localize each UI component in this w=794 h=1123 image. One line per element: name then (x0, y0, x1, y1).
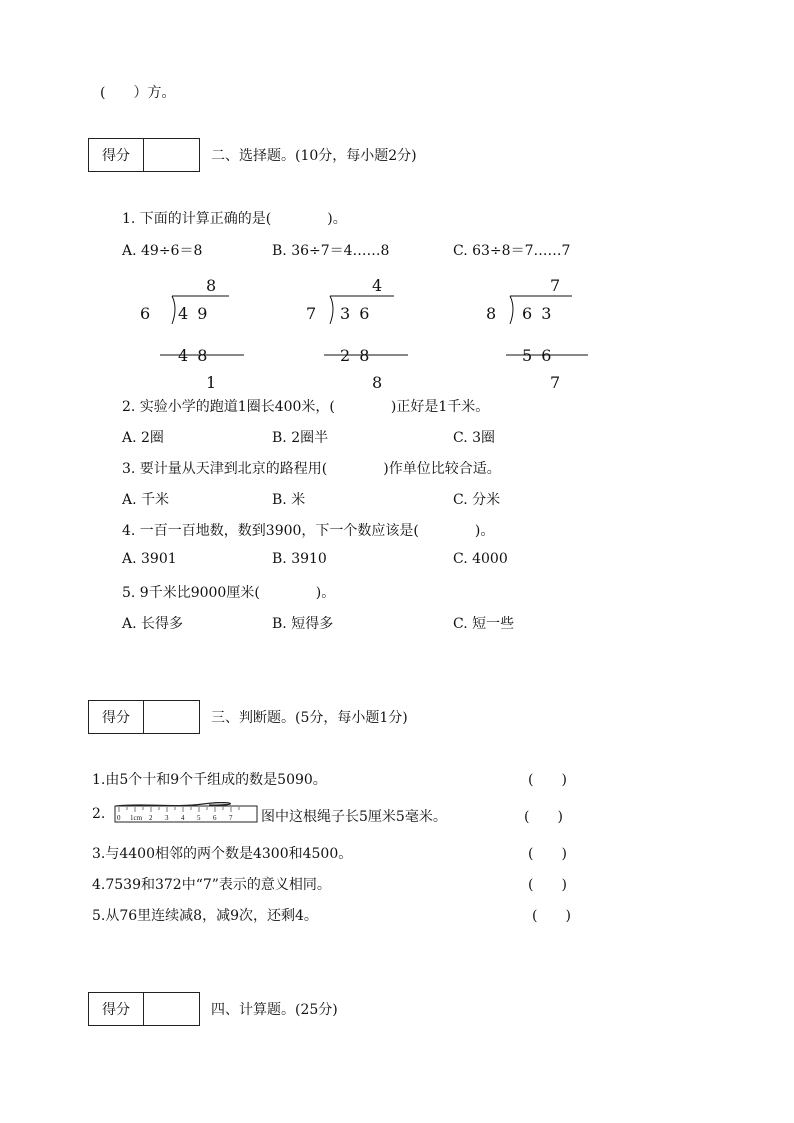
judge-item-2-prefix: 2. (92, 806, 106, 822)
judge-blank-4[interactable]: ( ) (528, 877, 567, 893)
judge-item-2: 图中这根绳子长5厘米5毫米。 (261, 809, 447, 825)
section-title-choice: 二、选择题。(10分，每小题2分) (211, 148, 417, 164)
remainder: 1 (206, 373, 217, 392)
score-label: 得分 (89, 139, 144, 171)
score-box-calc (88, 992, 200, 1026)
ruler-label: 2 (149, 814, 153, 822)
product: 5 6 (522, 346, 554, 365)
score-box-choice (88, 138, 200, 172)
score-label: 得分 (89, 701, 144, 733)
choice-question-4: 4. 一百一百地数，数到3900，下一个数应该是( )。 (122, 523, 495, 539)
choice-question-2: 2. 实验小学的跑道1圈长400米，( )正好是1千米。 (122, 399, 490, 415)
choice-option-1b[interactable]: B. 36÷7＝4……8 (272, 243, 390, 259)
choice-option-3a[interactable]: A. 千米 (122, 492, 170, 508)
choice-option-4a[interactable]: A. 3901 (122, 551, 177, 567)
dividend: 4 9 (178, 304, 210, 323)
choice-option-5b[interactable]: B. 短得多 (272, 616, 334, 632)
dividend: 6 3 (522, 304, 554, 323)
choice-option-1a[interactable]: A. 49÷6＝8 (122, 243, 203, 259)
product: 2 8 (340, 346, 372, 365)
score-blank[interactable] (144, 701, 199, 733)
judge-blank-1[interactable]: ( ) (528, 772, 567, 788)
judge-item-1: 1.由5个十和9个千组成的数是5090。 (92, 772, 327, 788)
choice-question-1: 1. 下面的计算正确的是( )。 (122, 211, 347, 227)
judge-blank-3[interactable]: ( ) (528, 846, 567, 862)
ruler-label: 0 (117, 814, 121, 822)
choice-option-3c[interactable]: C. 分米 (453, 492, 501, 508)
product: 4 8 (178, 346, 210, 365)
choice-option-2c[interactable]: C. 3圈 (453, 430, 496, 446)
judge-item-5: 5.从76里连续减8，减9次，还剩4。 (92, 908, 318, 924)
choice-option-5a[interactable]: A. 长得多 (122, 616, 184, 632)
quotient: 8 (206, 276, 217, 295)
ruler-label: 6 (213, 814, 217, 822)
long-division-3 (484, 272, 594, 392)
quotient: 7 (550, 276, 561, 295)
ruler-label: 4 (181, 814, 185, 822)
long-division-2 (300, 272, 410, 392)
quotient: 4 (372, 276, 383, 295)
long-division-1 (134, 272, 244, 392)
judge-item-3: 3.与4400相邻的两个数是4300和4500。 (92, 846, 353, 862)
judge-item-4: 4.7539和372中“7”表示的意义相同。 (92, 877, 331, 893)
divisor: 7 (306, 304, 317, 323)
score-box-judge (88, 700, 200, 734)
choice-option-1c[interactable]: C. 63÷8＝7……7 (453, 243, 571, 259)
dividend: 3 6 (340, 304, 372, 323)
judge-blank-5[interactable]: ( ) (532, 908, 571, 924)
top-fill-line: ( ）方。 (100, 85, 176, 101)
score-blank[interactable] (144, 993, 199, 1025)
ruler-label: 7 (229, 814, 233, 822)
choice-option-2a[interactable]: A. 2圈 (122, 430, 164, 446)
divisor: 6 (140, 304, 151, 323)
choice-option-4b[interactable]: B. 3910 (272, 551, 327, 567)
remainder: 7 (550, 373, 561, 392)
choice-question-3: 3. 要计量从天津到北京的路程用( )作单位比较合适。 (122, 461, 501, 477)
section-title-calc: 四、计算题。(25分) (211, 1002, 338, 1018)
judge-blank-2[interactable]: ( ) (524, 809, 563, 825)
section-title-judge: 三、判断题。(5分，每小题1分) (211, 710, 408, 726)
remainder: 8 (372, 373, 383, 392)
score-blank[interactable] (144, 139, 199, 171)
ruler-image (113, 802, 259, 826)
choice-option-2b[interactable]: B. 2圈半 (272, 430, 329, 446)
choice-option-3b[interactable]: B. 米 (272, 492, 306, 508)
choice-option-4c[interactable]: C. 4000 (453, 551, 508, 567)
ruler-label: 5 (197, 814, 201, 822)
ruler-label: 3 (165, 814, 169, 822)
score-label: 得分 (89, 993, 144, 1025)
choice-option-5c[interactable]: C. 短一些 (453, 616, 515, 632)
choice-question-5: 5. 9千米比9000厘米( )。 (122, 585, 336, 601)
divisor: 8 (486, 304, 497, 323)
ruler-label: 1cm (130, 814, 143, 822)
